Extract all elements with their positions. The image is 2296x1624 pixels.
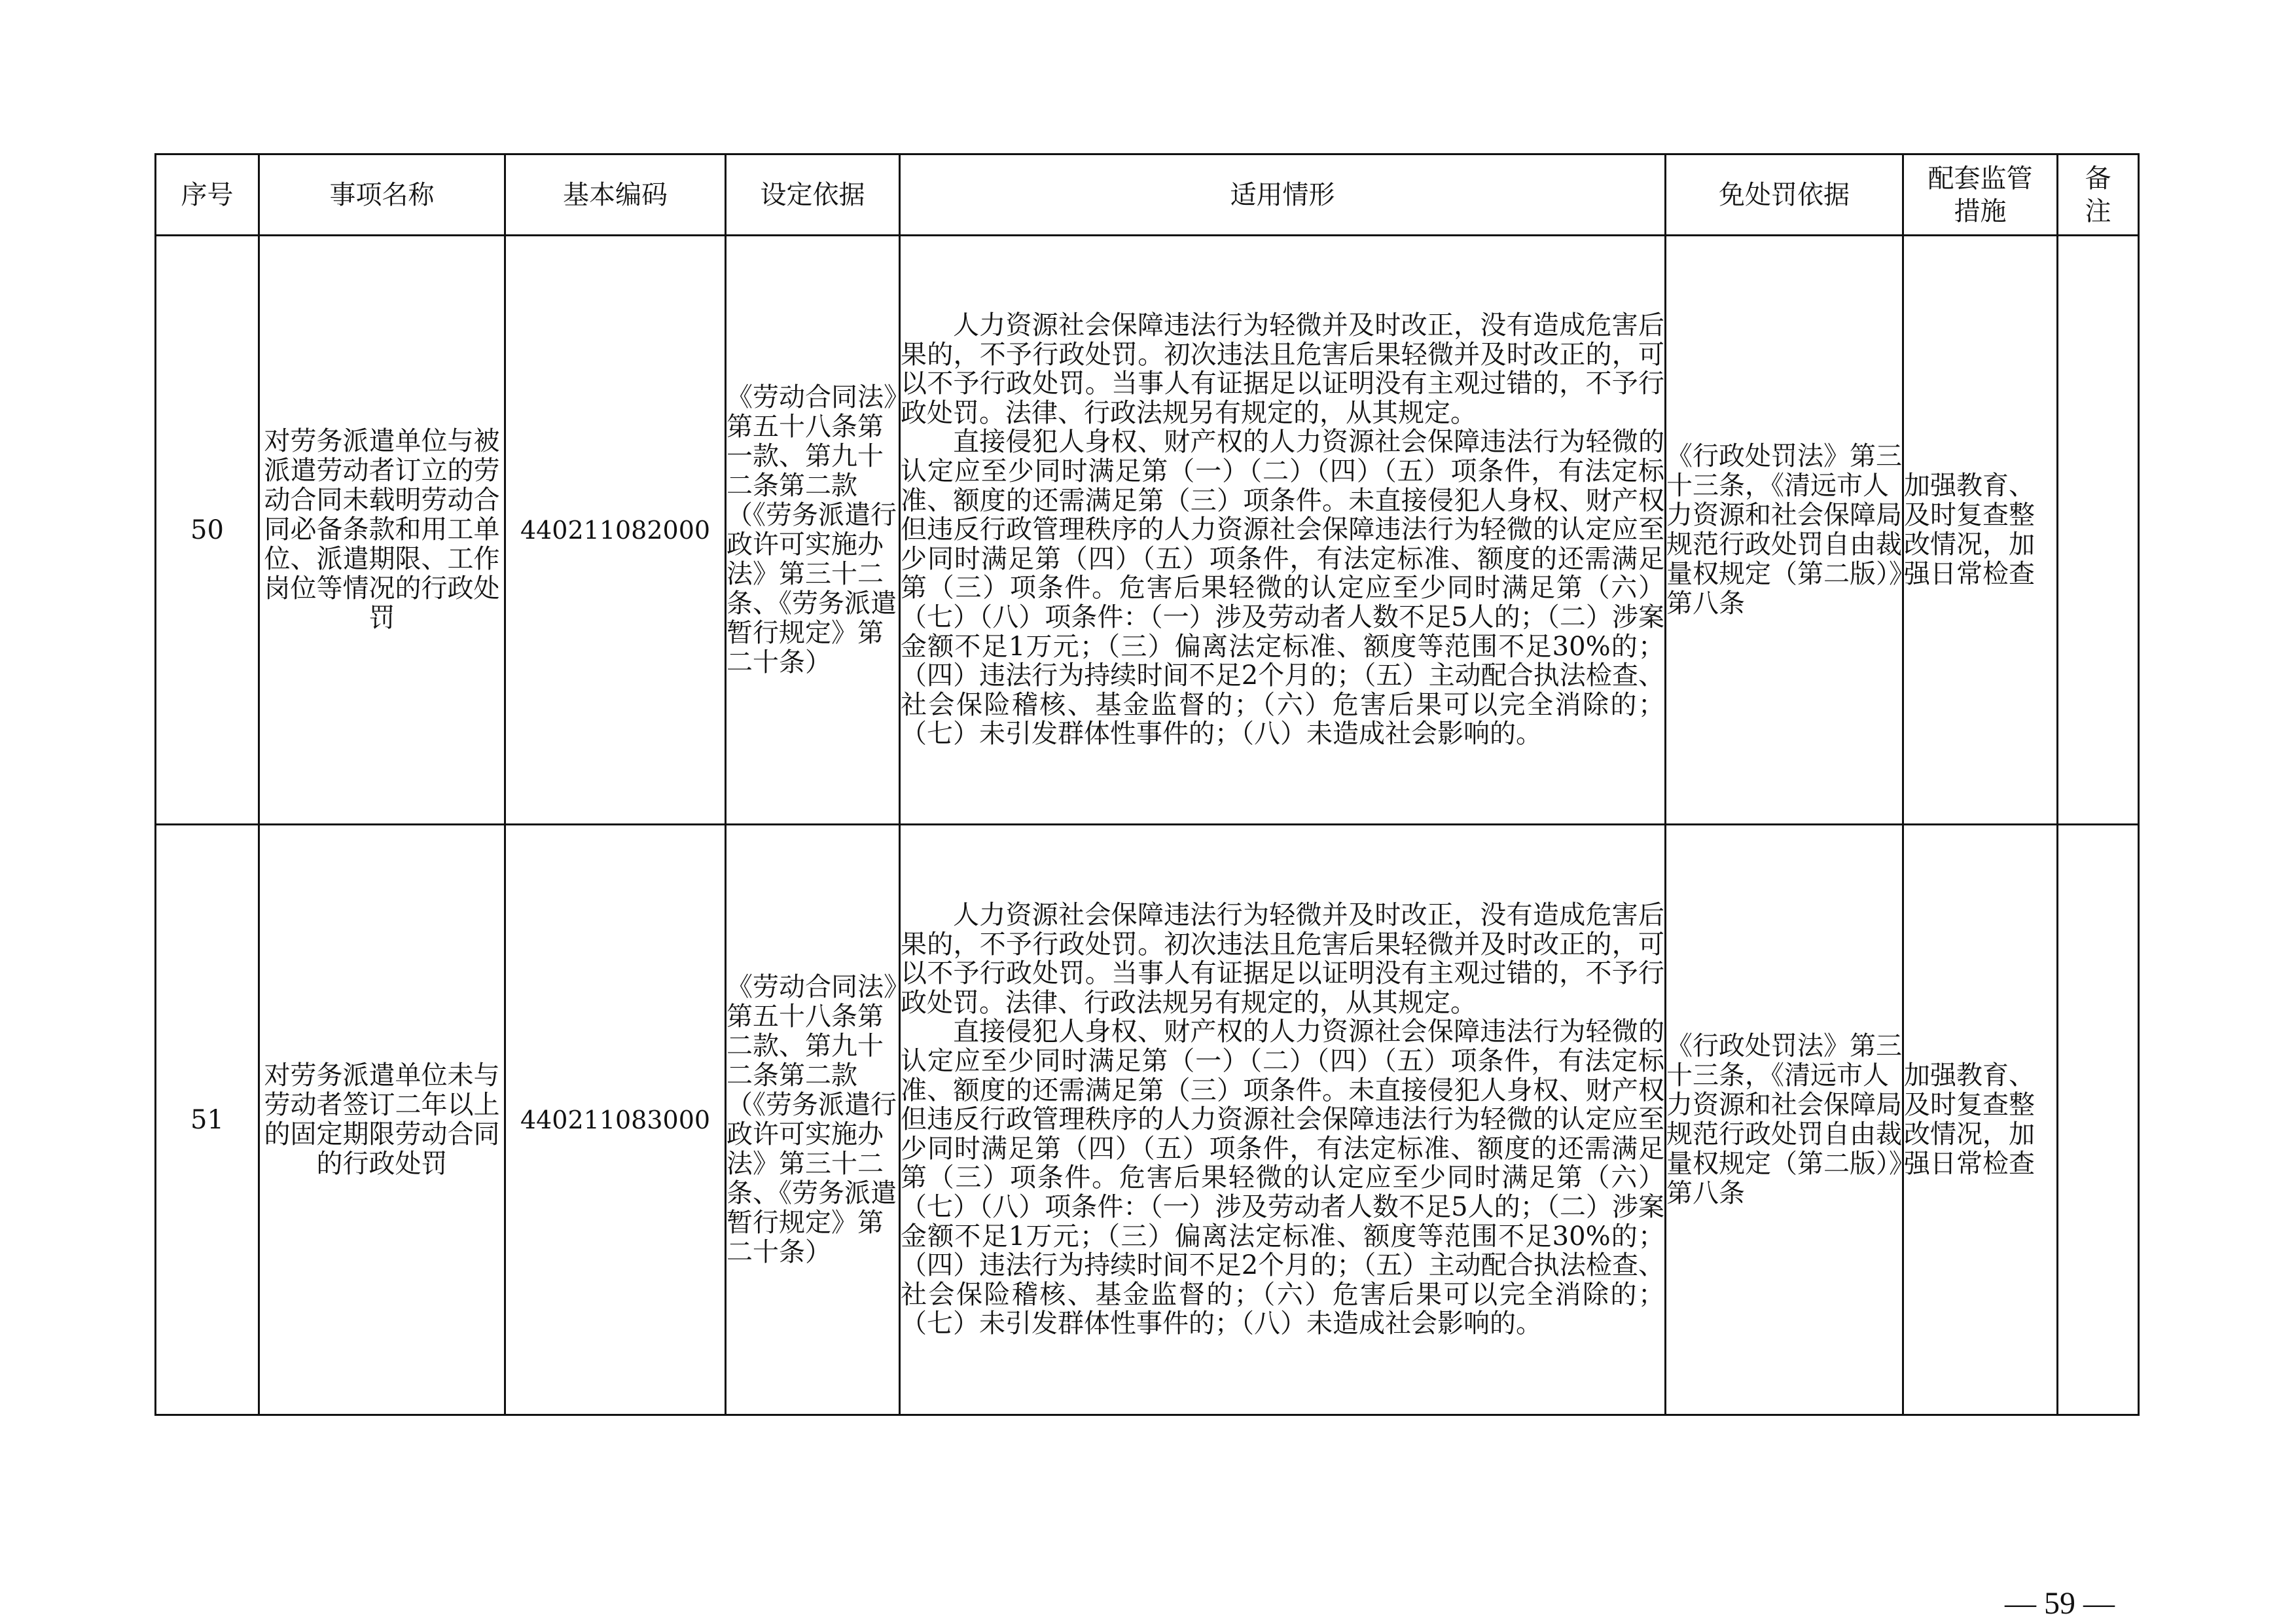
header-basic-code: 基本编码 [505,154,726,236]
row-item-name: 对劳务派遣单位未与劳动者签订二年以上的固定期限劳动合同的行政处罚 [259,825,505,1415]
header-exemption-basis: 免处罚依据 [1666,154,1903,236]
table-header-row [156,154,2139,236]
row-supervision-measures: 加强教育、及时复查整改情况，加强日常检查 [1903,825,2058,1415]
row-remarks [2058,236,2139,825]
row-remarks [2058,825,2139,1415]
row-legal-basis: 《劳动合同法》第五十八条第一款、第九十二条第二款（《劳务派遣行政许可实施办法》第三十二条、《劳务派遣暂行规定》第二十条） [726,236,900,825]
situation-paragraph-2: 直接侵犯人身权、财产权的人力资源社会保障违法行为轻微的认定应至少同时满足第（一）（二）（四）（五）项条件，有法定标准、额度的还需满足第（三）项条件。未直接侵犯人身权、财产权但违反行政管理秩序的人力资源社会保障违法行为轻微的认定应至少同时满足第（四）（五）项条件，有法定标准、额度的还需满足第（三）项条件。危害后果轻微的认定应至少同时满足第（六）（七）（八）项条件：（一）涉及劳动者人数不足5人的；（二）涉案金额不足1万元；（三）偏离法定标准、额度等范围不足30%的；（四）违法行为持续时间不足2个月的；（五）主动配合执法检查、社会保险稽核、基金监督的；（六）危害后果可以完全消除的；（七）未引发群体性事件的；（八）未造成社会影响的。 [901,427,1664,749]
row-basic-code: 440211083000 [505,825,726,1415]
row-serial: 50 [156,236,259,825]
row-applicable-situation [900,236,1666,825]
row-item-name: 对劳务派遣单位与被派遣劳动者订立的劳动合同未载明劳动合同必备条款和用工单位、派遣期限、工作岗位等情况的行政处罚 [259,236,505,825]
row-serial: 51 [156,825,259,1415]
header-remarks: 备注 [2058,154,2139,236]
header-item-name: 事项名称 [259,154,505,236]
situation-paragraph-2: 直接侵犯人身权、财产权的人力资源社会保障违法行为轻微的认定应至少同时满足第（一）（二）（四）（五）项条件，有法定标准、额度的还需满足第（三）项条件。未直接侵犯人身权、财产权但违反行政管理秩序的人力资源社会保障违法行为轻微的认定应至少同时满足第（四）（五）项条件，有法定标准、额度的还需满足第（三）项条件。危害后果轻微的认定应至少同时满足第（六）（七）（八）项条件：（一）涉及劳动者人数不足5人的；（二）涉案金额不足1万元；（三）偏离法定标准、额度等范围不足30%的；（四）违法行为持续时间不足2个月的；（五）主动配合执法检查、社会保险稽核、基金监督的；（六）危害后果可以完全消除的；（七）未引发群体性事件的；（八）未造成社会影响的。 [901,1017,1664,1339]
row-exemption-basis: 《行政处罚法》第三十三条，《清远市人力资源和社会保障局规范行政处罚自由裁量权规定（第二版）》第八条 [1666,825,1903,1415]
page-number: — 59 — [2005,1586,2115,1621]
header-applicable-situation: 适用情形 [900,154,1666,236]
row-legal-basis: 《劳动合同法》第五十八条第二款、第九十二条第二款（《劳务派遣行政许可实施办法》第三十二条、《劳务派遣暂行规定》第二十条） [726,825,900,1415]
regulation-table [154,153,2140,1416]
situation-paragraph-1: 人力资源社会保障违法行为轻微并及时改正，没有造成危害后果的，不予行政处罚。初次违法且危害后果轻微并及时改正的，可以不予行政处罚。当事人有证据足以证明没有主观过错的，不予行政处罚。法律、行政法规另有规定的，从其规定。 [901,310,1664,428]
table-row [156,236,2139,825]
header-serial: 序号 [156,154,259,236]
row-exemption-basis: 《行政处罚法》第三十三条，《清远市人力资源和社会保障局规范行政处罚自由裁量权规定（第二版）》第八条 [1666,236,1903,825]
row-basic-code: 440211082000 [505,236,726,825]
row-supervision-measures: 加强教育、及时复查整改情况，加强日常检查 [1903,236,2058,825]
situation-paragraph-1: 人力资源社会保障违法行为轻微并及时改正，没有造成危害后果的，不予行政处罚。初次违法且危害后果轻微并及时改正的，可以不予行政处罚。当事人有证据足以证明没有主观过错的，不予行政处罚。法律、行政法规另有规定的，从其规定。 [901,900,1664,1018]
header-legal-basis: 设定依据 [726,154,900,236]
header-supervision-measures: 配套监管措施 [1903,154,2058,236]
table-row [156,825,2139,1415]
row-applicable-situation [900,825,1666,1415]
